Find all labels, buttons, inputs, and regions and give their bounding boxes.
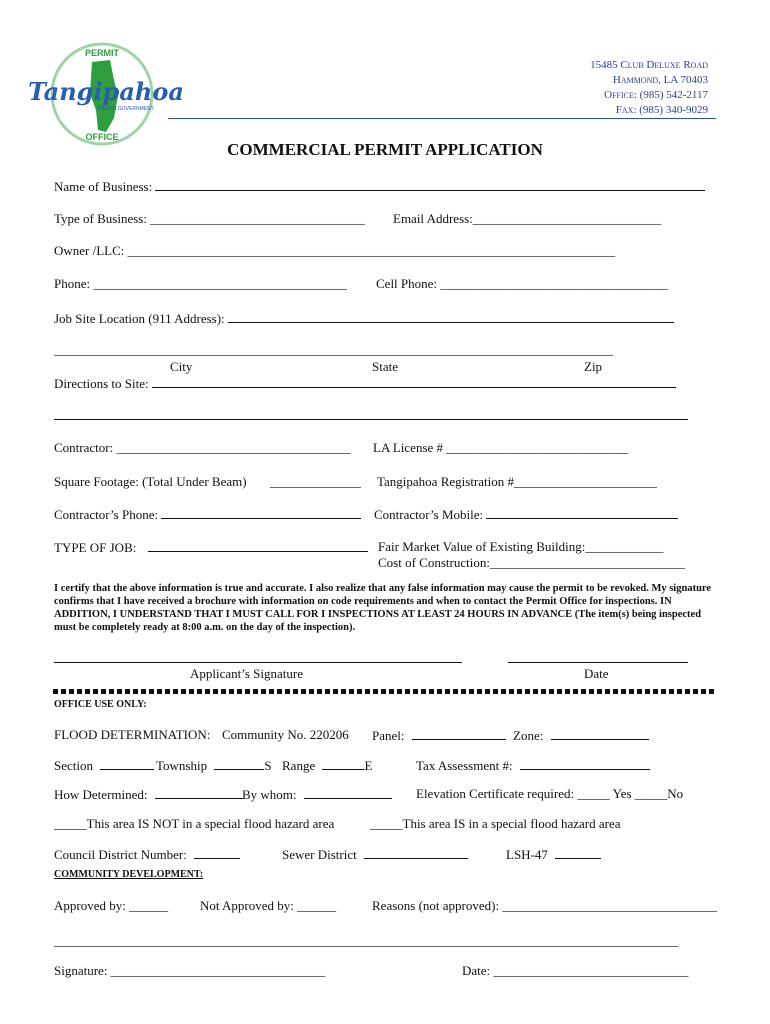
cell-phone-field[interactable]: Cell Phone: ___________________________________: [376, 276, 668, 291]
directions-label: Directions to Site:: [54, 376, 149, 391]
lsh-47-line[interactable]: [555, 846, 601, 859]
range-line[interactable]: [322, 757, 364, 770]
zone-field[interactable]: [513, 727, 649, 744]
cost-of-construction-field[interactable]: Cost of Construction:______________________________: [378, 555, 685, 570]
contractor-mobile-line[interactable]: [486, 506, 678, 519]
not-flood-hazard-option[interactable]: _____This area IS NOT in a special flood hazard area: [54, 816, 335, 831]
job-site-label: Job Site Location (911 Address):: [54, 311, 225, 326]
how-determined-field[interactable]: [54, 786, 243, 803]
council-district-line[interactable]: [194, 846, 240, 859]
zip-label: Zip: [584, 359, 603, 374]
address-city: Hammond, LA 70403: [612, 74, 708, 86]
zone-label: Zone:: [513, 728, 544, 743]
contractor-field[interactable]: Contractor: ____________________________________: [54, 440, 351, 455]
by-whom-line[interactable]: [304, 786, 392, 799]
header-rule: [168, 118, 716, 119]
zone-line[interactable]: [551, 727, 649, 740]
panel-line[interactable]: [412, 727, 506, 740]
address-fax: Fax: (985) 340-9029: [615, 104, 708, 116]
address-street: 15485 Club Deluxe Road: [590, 59, 708, 71]
reasons-field[interactable]: Reasons (not approved): _________________________________: [372, 898, 717, 913]
reasons-line[interactable]: ________________________________________________________________________________________________: [54, 933, 678, 948]
section-line[interactable]: [100, 757, 154, 770]
contractor-mobile-field[interactable]: [374, 506, 678, 523]
contractor-phone-line[interactable]: [161, 506, 361, 519]
elevation-certificate-field[interactable]: Elevation Certificate required: _____ Yes _____No: [416, 786, 684, 801]
contractor-phone-label: Contractor’s Phone:: [54, 507, 159, 522]
township-label: Township: [156, 758, 208, 773]
registration-field[interactable]: Tangipahoa Registration #______________________: [377, 474, 658, 489]
form-title: COMMERCIAL PERMIT APPLICATION: [227, 140, 543, 159]
range-suffix: E: [364, 758, 373, 773]
email-field[interactable]: Email Address:_____________________________: [393, 211, 662, 226]
panel-field[interactable]: [372, 727, 506, 744]
directions-field[interactable]: [54, 375, 676, 392]
sewer-district-line[interactable]: [364, 846, 468, 859]
approved-by-field[interactable]: Approved by: ______: [54, 898, 169, 913]
type-of-job-line[interactable]: [148, 539, 368, 552]
directions-line-2[interactable]: [54, 419, 688, 420]
signature-field[interactable]: Signature: _________________________________: [54, 963, 326, 978]
name-of-business-field[interactable]: [54, 178, 705, 195]
svg-text:PARISH GOVERNMENT: PARISH GOVERNMENT: [98, 106, 154, 112]
flood-determination-label: FLOOD DETERMINATION:: [54, 727, 211, 742]
by-whom-label: By whom:: [242, 787, 297, 802]
date-label: Date: [584, 666, 609, 681]
lsh-47-label: LSH-47: [506, 847, 548, 862]
panel-label: Panel:: [372, 728, 405, 743]
range-field[interactable]: [282, 757, 372, 774]
council-district-label: Council District Number:: [54, 847, 187, 862]
square-footage-line[interactable]: ______________: [270, 474, 361, 489]
contractor-mobile-label: Contractor’s Mobile:: [374, 507, 484, 522]
township-field[interactable]: [156, 757, 272, 774]
phone-field[interactable]: Phone: _______________________________________: [54, 276, 347, 291]
how-determined-label: How Determined:: [54, 787, 148, 802]
section-label: Section: [54, 758, 93, 773]
svg-text:OFFICE: OFFICE: [85, 132, 119, 142]
job-site-field[interactable]: [54, 310, 674, 327]
community-development-header: COMMUNITY DEVELOPMENT:: [54, 869, 204, 880]
svg-text:PERMIT: PERMIT: [84, 48, 120, 58]
office-use-header: OFFICE USE ONLY:: [54, 699, 147, 710]
township-suffix: S: [264, 758, 272, 773]
type-of-business-field[interactable]: Type of Business: _________________________________: [54, 211, 365, 226]
office-address: [590, 58, 708, 118]
applicant-signature-label: Applicant’s Signature: [190, 666, 304, 681]
sewer-district-field[interactable]: [282, 846, 468, 863]
lsh-47-field[interactable]: [506, 846, 601, 863]
community-number: Community No. 220206: [222, 727, 349, 742]
how-determined-line[interactable]: [155, 786, 243, 799]
sewer-district-label: Sewer District: [282, 847, 357, 862]
council-district-field[interactable]: [54, 846, 240, 863]
directions-line[interactable]: [152, 375, 676, 388]
city-label: City: [170, 359, 193, 374]
applicant-signature-line[interactable]: [54, 662, 462, 663]
tax-assessment-label: Tax Assessment #:: [416, 758, 513, 773]
fair-market-value-field[interactable]: Fair Market Value of Existing Building:____________: [378, 539, 664, 554]
owner-llc-field[interactable]: Owner /LLC: ___________________________________________________________________________: [54, 243, 616, 258]
svg-text:Tangipahoa: Tangipahoa: [28, 77, 184, 106]
section-field[interactable]: [54, 757, 154, 774]
name-of-business-label: Name of Business:: [54, 179, 153, 194]
office-divider: [53, 689, 717, 694]
tax-assessment-line[interactable]: [520, 757, 650, 770]
address-office-phone: Office: (985) 542-2117: [604, 89, 708, 101]
name-of-business-line[interactable]: [155, 178, 705, 191]
flood-hazard-option[interactable]: _____This area IS in a special flood hazard area: [370, 816, 621, 831]
contractor-phone-field[interactable]: [54, 506, 361, 523]
job-site-line[interactable]: [228, 310, 674, 323]
tangipahoa-logo: [28, 40, 184, 148]
not-approved-by-field[interactable]: Not Approved by: ______: [200, 898, 337, 913]
square-footage-label: Square Footage: (Total Under Beam): [54, 474, 247, 489]
la-license-field[interactable]: LA License # ____________________________: [373, 440, 629, 455]
type-of-job-label: TYPE OF JOB:: [54, 540, 137, 555]
certification-text: I certify that the above information is true and accurate. I also realize that any false information may cause the permit to be revoked. My signature confirms that I have received a brochure with information on code requirements and when to contact the Permit Office for inspections. IN ADDITION, I UNDERSTAND THAT I MUST CALL FOR I INSPECTIONS AT LEAST 24 HOURS IN ADVANCE (The item(s) being inspected must be completely ready at 8:00 a.m. on the day of the inspection).: [54, 583, 712, 633]
type-of-job-field[interactable]: [54, 539, 368, 556]
by-whom-field[interactable]: [242, 786, 392, 803]
address-line[interactable]: ______________________________________________________________________________________: [54, 342, 613, 357]
date-field[interactable]: Date: ______________________________: [462, 963, 689, 978]
date-signature-line[interactable]: [508, 662, 688, 663]
range-label: Range: [282, 758, 316, 773]
tax-assessment-field[interactable]: [416, 757, 650, 774]
state-label: State: [372, 359, 398, 374]
township-line[interactable]: [214, 757, 264, 770]
